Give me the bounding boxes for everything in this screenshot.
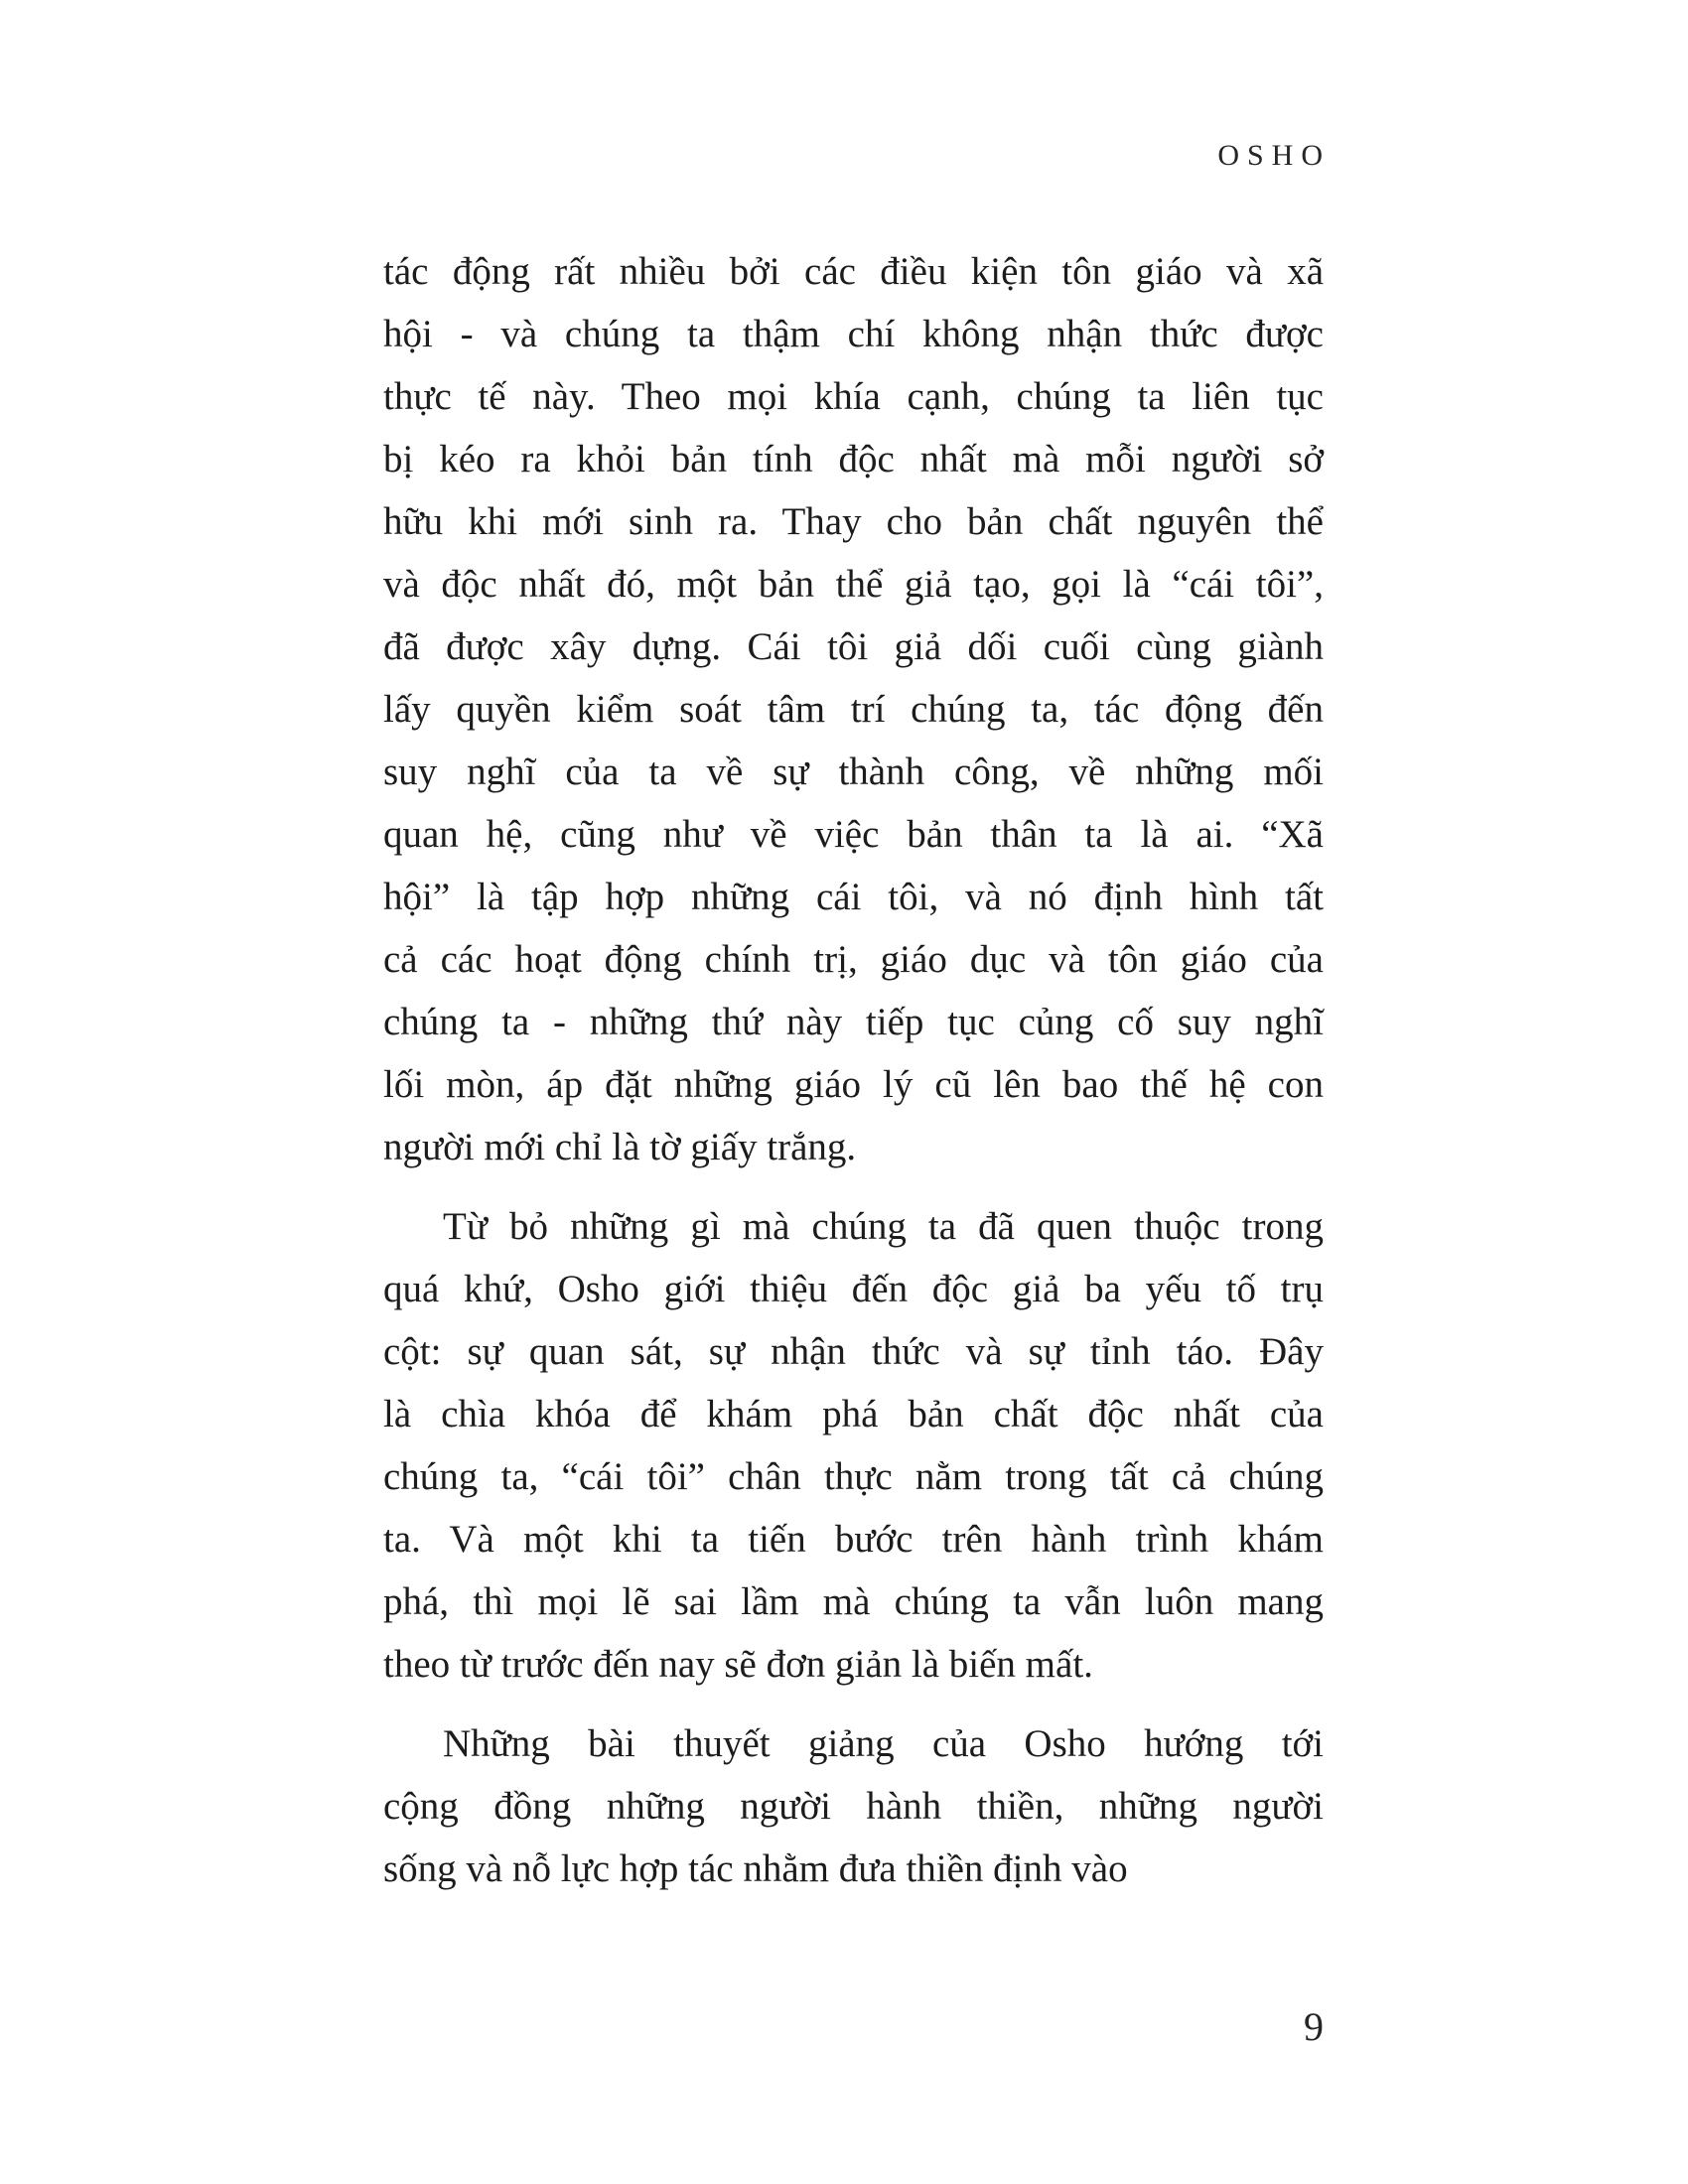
text-line: Từ bỏ những gì mà chúng ta đã quen thuộc trong bbox=[443, 1205, 1324, 1248]
text-line: cả các hoạt động chính trị, giáo dục và tôn giáo của bbox=[383, 938, 1324, 981]
text-line: cộng đồng những người hành thiền, những người bbox=[383, 1785, 1324, 1828]
text-line: phá, thì mọi lẽ sai lầm mà chúng ta vẫn luôn mang bbox=[383, 1580, 1324, 1623]
text-line: Những bài thuyết giảng của Osho hướng tới bbox=[443, 1722, 1324, 1765]
running-header: OSHO bbox=[1217, 139, 1331, 172]
text-line: hội” là tập hợp những cái tôi, và nó định hình tất bbox=[383, 876, 1324, 918]
text-line: lối mòn, áp đặt những giáo lý cũ lên bao thế hệ con bbox=[383, 1063, 1324, 1106]
text-line: lấy quyền kiểm soát tâm trí chúng ta, tác động đến bbox=[383, 688, 1324, 731]
paragraph bbox=[383, 240, 1324, 1178]
text-line: cột: sự quan sát, sự nhận thức và sự tỉnh táo. Đây bbox=[383, 1330, 1324, 1373]
text-line: và độc nhất đó, một bản thể giả tạo, gọi là “cái tôi”, bbox=[383, 563, 1324, 606]
text-line: suy nghĩ của ta về sự thành công, về những mối bbox=[383, 751, 1324, 793]
text-line: người mới chỉ là tờ giấy trắng. bbox=[383, 1126, 857, 1168]
page-number: 9 bbox=[1304, 2004, 1324, 2049]
text-line: đã được xây dựng. Cái tôi giả dối cuối cùng giành bbox=[383, 625, 1324, 668]
text-line: tác động rất nhiều bởi các điều kiện tôn giáo và xã bbox=[383, 250, 1324, 293]
text-line: là chìa khóa để khám phá bản chất độc nhất của bbox=[383, 1393, 1324, 1435]
text-line: theo từ trước đến nay sẽ đơn giản là biến mất. bbox=[383, 1643, 1093, 1686]
text-line: hội - và chúng ta thậm chí không nhận thức được bbox=[383, 313, 1324, 355]
text-line: hữu khi mới sinh ra. Thay cho bản chất nguyên thể bbox=[383, 500, 1324, 543]
text-line: ta. Và một khi ta tiến bước trên hành trình khám bbox=[383, 1518, 1324, 1561]
paragraph bbox=[383, 1712, 1324, 1900]
text-line: sống và nỗ lực hợp tác nhằm đưa thiền định vào bbox=[383, 1847, 1128, 1890]
body-text bbox=[383, 240, 1324, 1900]
text-line: quan hệ, cũng như về việc bản thân ta là ai. “Xã bbox=[383, 813, 1324, 856]
paragraph bbox=[383, 1195, 1324, 1696]
text-line: chúng ta, “cái tôi” chân thực nằm trong tất cả chúng bbox=[383, 1455, 1324, 1498]
text-line: chúng ta - những thứ này tiếp tục củng cố suy nghĩ bbox=[383, 1001, 1324, 1043]
text-line: thực tế này. Theo mọi khía cạnh, chúng ta liên tục bbox=[383, 375, 1324, 418]
text-line: quá khứ, Osho giới thiệu đến độc giả ba yếu tố trụ bbox=[383, 1268, 1324, 1310]
text-line: bị kéo ra khỏi bản tính độc nhất mà mỗi người sở bbox=[383, 438, 1324, 480]
